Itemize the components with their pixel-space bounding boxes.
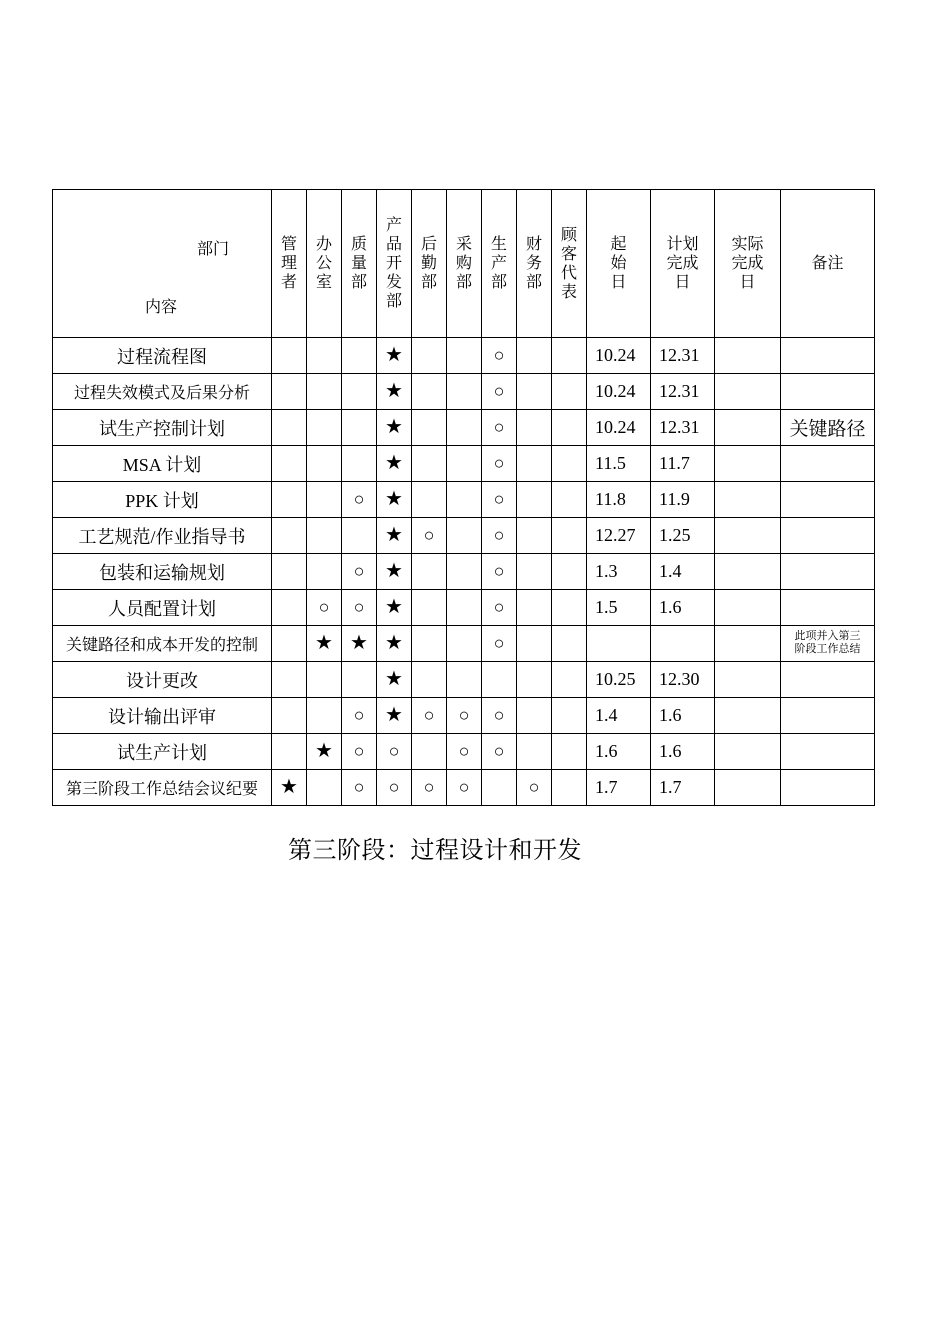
dept-mark-cell [307,554,342,590]
row-title: PPK 计划 [125,490,199,511]
dept-mark-cell [412,554,447,590]
dept-mark-cell [377,770,412,806]
dept-mark-cell [412,590,447,626]
table-row [53,338,875,374]
start-date-cell-value: 11.5 [595,453,626,473]
row-title-cell [53,518,272,554]
dept-header-quality: 质 量 部 [342,190,377,338]
dept-mark-cell [482,734,517,770]
plan-date-cell [651,518,715,554]
dept-mark-cell [342,626,377,662]
start-date-cell [587,482,651,518]
dept-mark-cell [412,374,447,410]
remark-cell [781,662,875,698]
start-date-cell [587,626,651,662]
plan-date-cell-value: 1.4 [659,561,682,581]
dept-mark-cell [307,518,342,554]
dept-mark-cell [517,410,552,446]
start-date-cell-value: 12.27 [595,525,636,545]
plan-date-cell-value: 11.9 [659,489,690,509]
dept-mark-cell [517,626,552,662]
participant-circle-icon: ○ [353,776,365,797]
dept-mark-cell [272,446,307,482]
participant-circle-icon: ○ [353,704,365,725]
dept-mark-cell [377,446,412,482]
table-row [53,410,875,446]
dept-mark-cell [552,446,587,482]
actual-date-cell [715,338,781,374]
participant-circle-icon: ○ [423,704,435,725]
dept-label: 部门 [197,241,230,258]
dept-mark-cell [517,734,552,770]
dept-mark-cell [552,734,587,770]
dept-mark-cell [447,734,482,770]
plan-date-cell [651,590,715,626]
dept-mark-cell [307,626,342,662]
dept-mark-cell [552,698,587,734]
dept-mark-cell [412,410,447,446]
responsible-star-icon: ★ [385,416,403,438]
dept-mark-cell [517,518,552,554]
dept-mark-cell [412,734,447,770]
dept-mark-cell [272,554,307,590]
dept-mark-cell [517,662,552,698]
dept-mark-cell [552,626,587,662]
row-title-cell [53,770,272,806]
start-date-cell [587,446,651,482]
participant-circle-icon: ○ [493,524,505,545]
remark-cell [781,734,875,770]
participant-circle-icon: ○ [353,488,365,509]
remark-cell [781,374,875,410]
remark-cell [781,410,875,446]
dept-mark-cell [307,662,342,698]
table-row [53,770,875,806]
dept-mark-cell [552,410,587,446]
row-title: 工艺规范/作业指导书 [78,526,246,547]
row-title-cell [53,590,272,626]
row-title-cell [53,734,272,770]
participant-circle-icon: ○ [458,776,470,797]
dept-mark-cell [412,446,447,482]
plan-date-cell [651,626,715,662]
responsible-star-icon: ★ [385,380,403,402]
row-title-cell [53,410,272,446]
dept-mark-cell [552,554,587,590]
dept-mark-cell [447,338,482,374]
dept-mark-cell [342,446,377,482]
plan-date-cell [651,698,715,734]
responsible-star-icon: ★ [385,344,403,366]
responsible-star-icon: ★ [385,452,403,474]
dept-mark-cell [482,374,517,410]
participant-circle-icon: ○ [493,632,505,653]
table-row [53,662,875,698]
plan-date-cell-value: 12.30 [659,669,700,689]
dept-mark-cell [447,446,482,482]
dept-mark-cell [552,338,587,374]
dept-mark-cell [517,770,552,806]
row-title: 试生产控制计划 [99,418,225,439]
responsible-star-icon: ★ [385,488,403,510]
dept-mark-cell [272,410,307,446]
dept-mark-cell [272,590,307,626]
dept-mark-cell [342,482,377,518]
plan-date-cell [651,554,715,590]
dept-mark-cell [482,410,517,446]
dept-mark-cell [447,482,482,518]
start-date-cell [587,698,651,734]
participant-circle-icon: ○ [493,344,505,365]
dept-mark-cell [412,518,447,554]
participant-circle-icon: ○ [493,416,505,437]
dept-mark-cell [482,626,517,662]
start-date-cell [587,374,651,410]
plan-date-cell-value: 1.6 [659,597,682,617]
start-date-cell-value: 10.25 [595,669,636,689]
dept-header-finance: 财 务 部 [517,190,552,338]
dept-mark-cell [342,770,377,806]
participant-circle-icon: ○ [353,596,365,617]
table-row [53,554,875,590]
plan-date-cell-value: 12.31 [659,345,700,365]
dept-mark-cell [447,770,482,806]
row-title: 设计更改 [126,670,198,691]
plan-date-cell [651,770,715,806]
remark-cell [781,770,875,806]
dept-mark-cell [342,698,377,734]
dept-mark-cell [412,626,447,662]
responsible-star-icon: ★ [280,776,298,798]
actual-date-cell [715,446,781,482]
start-date-cell-value: 1.6 [595,741,618,761]
remark-header: 备注 [781,190,875,338]
dept-mark-cell [377,590,412,626]
row-title-cell [53,662,272,698]
dept-mark-cell [447,554,482,590]
plan-date-header: 计划 完成 日 [651,190,715,338]
dept-mark-cell [517,698,552,734]
remark-cell [781,698,875,734]
dept-mark-cell [377,698,412,734]
responsible-star-icon: ★ [385,668,403,690]
participant-circle-icon: ○ [388,740,400,761]
actual-date-cell [715,482,781,518]
dept-mark-cell [272,698,307,734]
actual-date-cell [715,698,781,734]
participant-circle-icon: ○ [388,776,400,797]
row-title-cell [53,554,272,590]
participant-circle-icon: ○ [493,740,505,761]
plan-date-cell-value: 1.6 [659,705,682,725]
table-row [53,734,875,770]
row-title: 设计输出评审 [108,706,216,727]
dept-mark-cell [307,482,342,518]
dept-mark-cell [517,374,552,410]
actual-date-cell [715,518,781,554]
dept-mark-cell [307,770,342,806]
plan-date-cell-value: 12.31 [659,417,700,437]
participant-circle-icon: ○ [528,776,540,797]
remark-text: 此项并入第三 阶段工作总结 [794,630,861,655]
start-date-cell-value: 10.24 [595,417,636,437]
actual-date-cell [715,554,781,590]
dept-mark-cell [272,770,307,806]
content-label: 内容 [145,299,178,316]
actual-date-cell [715,590,781,626]
dept-mark-cell [412,662,447,698]
dept-mark-cell [482,698,517,734]
dept-mark-cell [377,374,412,410]
dept-header-product-dev: 产 品 开 发 部 [377,190,412,338]
responsible-star-icon: ★ [385,704,403,726]
dept-mark-cell [377,734,412,770]
responsible-star-icon: ★ [385,524,403,546]
dept-mark-cell [482,446,517,482]
participant-circle-icon: ○ [458,704,470,725]
dept-mark-cell [412,338,447,374]
table-body [53,338,875,806]
actual-date-cell [715,734,781,770]
table-row [53,482,875,518]
row-title: 人员配置计划 [108,598,216,619]
dept-mark-cell [412,482,447,518]
plan-date-cell [651,446,715,482]
dept-mark-cell [482,662,517,698]
table-row [53,446,875,482]
participant-circle-icon: ○ [458,740,470,761]
row-title: MSA 计划 [122,454,202,475]
remark-cell [781,482,875,518]
start-date-cell-value: 1.4 [595,705,618,725]
row-title: 过程失效模式及后果分析 [73,385,250,402]
dept-mark-cell [447,626,482,662]
start-date-cell [587,770,651,806]
dept-mark-cell [307,446,342,482]
dept-mark-cell [342,338,377,374]
dept-mark-cell [272,482,307,518]
start-date-cell [587,590,651,626]
dept-mark-cell [447,518,482,554]
dept-mark-cell [342,374,377,410]
dept-mark-cell [307,410,342,446]
dept-mark-cell [447,662,482,698]
dept-header-manager: 管 理 者 [272,190,307,338]
dept-mark-cell [377,338,412,374]
dept-header-production: 生 产 部 [482,190,517,338]
remark-cell [781,626,875,662]
table-row [53,698,875,734]
dept-mark-cell [272,626,307,662]
start-date-cell [587,734,651,770]
row-title: 试生产计划 [117,742,207,763]
responsible-star-icon: ★ [385,596,403,618]
table-row [53,374,875,410]
dept-mark-cell [377,518,412,554]
start-date-cell-value: 11.8 [595,489,626,509]
remark-cell [781,446,875,482]
plan-date-cell-value: 1.25 [659,525,691,545]
phase-plan-table [52,189,875,806]
actual-date-cell [715,410,781,446]
dept-header-logistics: 后 勤 部 [412,190,447,338]
table-row [53,590,875,626]
actual-date-cell [715,374,781,410]
row-title: 第三阶段工作总结会议纪要 [65,781,258,798]
participant-circle-icon: ○ [318,596,330,617]
start-date-cell [587,662,651,698]
dept-mark-cell [482,482,517,518]
dept-mark-cell [377,482,412,518]
row-title: 过程流程图 [117,346,207,367]
dept-mark-cell [342,662,377,698]
dept-mark-cell [342,518,377,554]
dept-mark-cell [482,518,517,554]
responsible-star-icon: ★ [385,560,403,582]
start-date-cell [587,554,651,590]
dept-content-header-cell [53,190,272,338]
start-date-cell-value: 1.3 [595,561,618,581]
dept-mark-cell [377,554,412,590]
actual-date-cell [715,662,781,698]
row-title-cell [53,482,272,518]
row-title: 关键路径和成本开发的控制 [65,637,258,654]
remark-cell [781,338,875,374]
dept-mark-cell [517,590,552,626]
row-title-cell [53,338,272,374]
actual-date-cell [715,770,781,806]
dept-header-purchasing: 采 购 部 [447,190,482,338]
participant-circle-icon: ○ [353,740,365,761]
dept-mark-cell [552,518,587,554]
dept-mark-cell [517,482,552,518]
dept-mark-cell [482,590,517,626]
dept-mark-cell [552,374,587,410]
start-date-cell-value: 10.24 [595,381,636,401]
dept-mark-cell [377,626,412,662]
responsible-star-icon: ★ [315,632,333,654]
start-date-cell-value: 1.5 [595,597,618,617]
dept-mark-cell [482,554,517,590]
actual-date-cell [715,626,781,662]
plan-date-cell [651,662,715,698]
start-date-cell-value: 1.7 [595,777,618,797]
remark-cell [781,518,875,554]
responsible-star-icon: ★ [315,740,333,762]
start-date-cell-value: 10.24 [595,345,636,365]
start-date-cell [587,410,651,446]
header-row [53,190,875,338]
start-date-header: 起 始 日 [587,190,651,338]
dept-mark-cell [377,662,412,698]
plan-date-cell [651,374,715,410]
plan-date-cell-value: 1.6 [659,741,682,761]
row-title: 包装和运输规划 [99,562,225,583]
dept-mark-cell [517,338,552,374]
start-date-cell [587,518,651,554]
dept-mark-cell [342,590,377,626]
dept-header-customer-rep: 顾 客 代 表 [552,190,587,338]
page-caption: 第三阶段：过程设计和开发 [288,838,582,864]
row-title-cell [53,626,272,662]
plan-date-cell [651,482,715,518]
participant-circle-icon: ○ [493,380,505,401]
table-row [53,626,875,662]
dept-mark-cell [447,374,482,410]
dept-mark-cell [272,662,307,698]
dept-mark-cell [307,374,342,410]
row-title-cell [53,698,272,734]
remark-cell [781,590,875,626]
dept-mark-cell [552,482,587,518]
dept-mark-cell [447,590,482,626]
dept-mark-cell [552,662,587,698]
dept-mark-cell [447,698,482,734]
participant-circle-icon: ○ [423,524,435,545]
plan-date-cell [651,410,715,446]
responsible-star-icon: ★ [350,632,368,654]
dept-mark-cell [307,734,342,770]
dept-mark-cell [307,590,342,626]
plan-date-cell-value: 1.7 [659,777,682,797]
participant-circle-icon: ○ [493,560,505,581]
dept-header-office: 办 公 室 [307,190,342,338]
actual-date-header: 实际 完成 日 [715,190,781,338]
plan-date-cell-value: 11.7 [659,453,690,473]
dept-mark-cell [272,338,307,374]
table-row [53,518,875,554]
dept-mark-cell [482,770,517,806]
dept-mark-cell [342,554,377,590]
participant-circle-icon: ○ [493,452,505,473]
dept-mark-cell [552,770,587,806]
participant-circle-icon: ○ [493,596,505,617]
start-date-cell [587,338,651,374]
remark-cell [781,554,875,590]
participant-circle-icon: ○ [423,776,435,797]
dept-mark-cell [517,446,552,482]
dept-mark-cell [377,410,412,446]
participant-circle-icon: ○ [493,704,505,725]
remark-text: 关键路径 [789,419,866,440]
dept-mark-cell [412,698,447,734]
row-title-cell [53,446,272,482]
row-title-cell [53,374,272,410]
plan-date-cell-value: 12.31 [659,381,700,401]
plan-date-cell [651,338,715,374]
dept-mark-cell [307,338,342,374]
responsible-star-icon: ★ [385,632,403,654]
dept-mark-cell [272,734,307,770]
dept-mark-cell [412,770,447,806]
dept-mark-cell [447,410,482,446]
dept-mark-cell [342,734,377,770]
plan-date-cell [651,734,715,770]
dept-mark-cell [307,698,342,734]
dept-mark-cell [482,338,517,374]
dept-mark-cell [272,518,307,554]
dept-mark-cell [272,374,307,410]
dept-mark-cell [342,410,377,446]
participant-circle-icon: ○ [353,560,365,581]
dept-mark-cell [552,590,587,626]
dept-mark-cell [517,554,552,590]
participant-circle-icon: ○ [493,488,505,509]
